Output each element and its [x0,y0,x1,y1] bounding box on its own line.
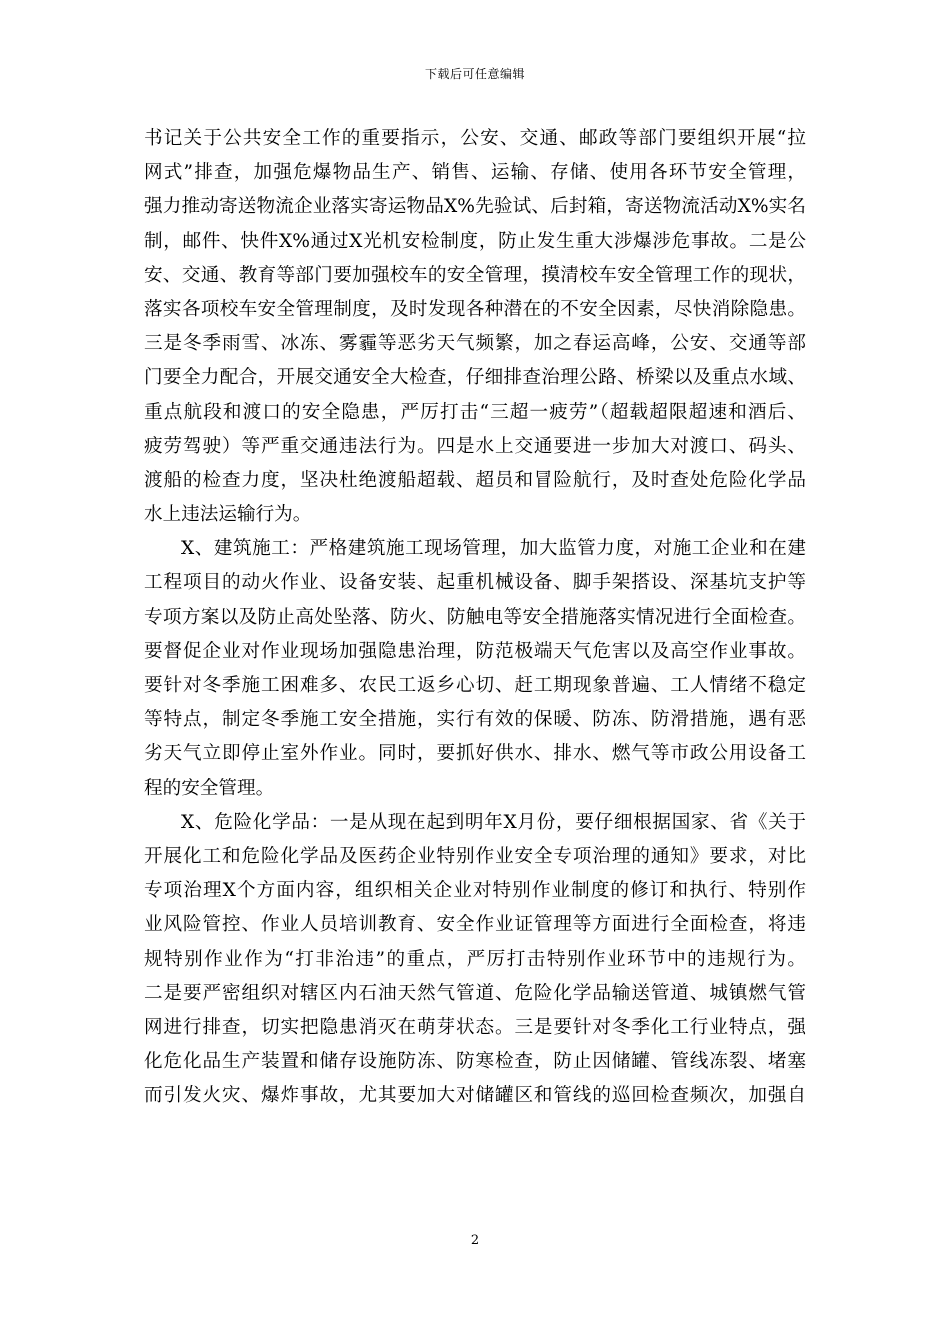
text-line: 网进行排查，切实把隐患消灭在萌芽状态。三是要针对冬季化工行业特点，强 [144,1016,806,1038]
text-line: 渡船的检查力度，坚决杜绝渡船超载、超员和冒险航行，及时查处危险化学品 [144,469,806,491]
text-line: 门要全力配合，开展交通安全大检查，仔细排查治理公路、桥梁以及重点水域、 [144,367,806,389]
text-line: 疲劳驾驶）等严重交通违法行为。四是水上交通要进一步加大对渡口、码头、 [144,435,806,457]
text-line: 工程项目的动火作业、设备安装、起重机械设备、脚手架搭设、深基坑支护等 [144,572,806,594]
text-line: 强力推动寄送物流企业落实寄运物品X%先验试、后封箱，寄送物流活动X%实名 [144,196,806,218]
text-line: 业风险管控、作业人员培训教育、安全作业证管理等方面进行全面检查，将违 [144,914,806,936]
text-line: 三是冬季雨雪、冰冻、雾霾等恶劣天气频繁，加之春运高峰，公安、交通等部 [144,333,806,355]
text-line: 书记关于公共安全工作的重要指示，公安、交通、邮政等部门要组织开展“拉 [144,128,806,149]
text-line: 安、交通、教育等部门要加强校车的安全管理，摸清校车安全管理工作的现状， [144,264,806,286]
text-line: 劣天气立即停止室外作业。同时，要抓好供水、排水、燃气等市政公用设备工 [144,743,806,765]
text-line: 而引发火灾、爆炸事故，尤其要加大对储罐区和管线的巡回检查频次，加强自 [144,1085,806,1107]
page-number: 2 [470,1233,480,1248]
text-line: 开展化工和危险化学品及医药企业特别作业安全专项治理的通知》要求，对比 [144,845,806,867]
text-line: 水上违法运输行为。 [144,504,312,526]
text-line: 要针对冬季施工困难多、农民工返乡心切、赶工期现象普遍、工人情绪不稳定 [144,675,806,696]
text-line: 化危化品生产装置和储存设施防冻、防寒检查，防止因储罐、管线冻裂、堵塞 [144,1051,806,1073]
text-line: 落实各项校车安全管理制度，及时发现各种潜在的不安全因素，尽快消除隐患。 [144,298,806,320]
paragraph-start-chemicals: X、危险化学品：一是从现在起到明年X月份，要仔细根据国家、省《关于 [181,811,806,833]
text-line: 专项治理X个方面内容，组织相关企业对特别作业制度的修订和执行、特别作 [144,880,806,902]
text-line: 要督促企业对作业现场加强隐患治理，防范极端天气危害以及高空作业事故。 [144,640,806,662]
text-line: 制，邮件、快件X%通过X光机安检制度，防止发生重大涉爆涉危事故。二是公 [144,230,806,252]
text-line: 规特别作业作为“打非治违”的重点，严厉打击特别作业环节中的违规行为。 [144,948,806,970]
text-line: 程的安全管理。 [144,777,275,799]
text-line: 重点航段和渡口的安全隐患，严厉打击“三超一疲劳”（超载超限超速和酒后、 [144,401,806,423]
text-line: 专项方案以及防止高处坠落、防火、防触电等安全措施落实情况进行全面检查。 [144,606,806,628]
text-line: 二是要严密组织对辖区内石油天然气管道、危险化学品输送管道、城镇燃气管 [144,982,806,1004]
text-line: 网式”排查，加强危爆物品生产、销售、运输、存储、使用各环节安全管理， [144,162,806,184]
page-header-note: 下载后可任意编辑 [424,67,525,81]
text-line: 等特点，制定冬季施工安全措施，实行有效的保暖、防冻、防滑措施，遇有恶 [144,709,806,731]
document-body [144,122,806,1113]
paragraph-start-construction: X、建筑施工：严格建筑施工现场管理，加大监管力度，对施工企业和在建 [181,538,806,560]
